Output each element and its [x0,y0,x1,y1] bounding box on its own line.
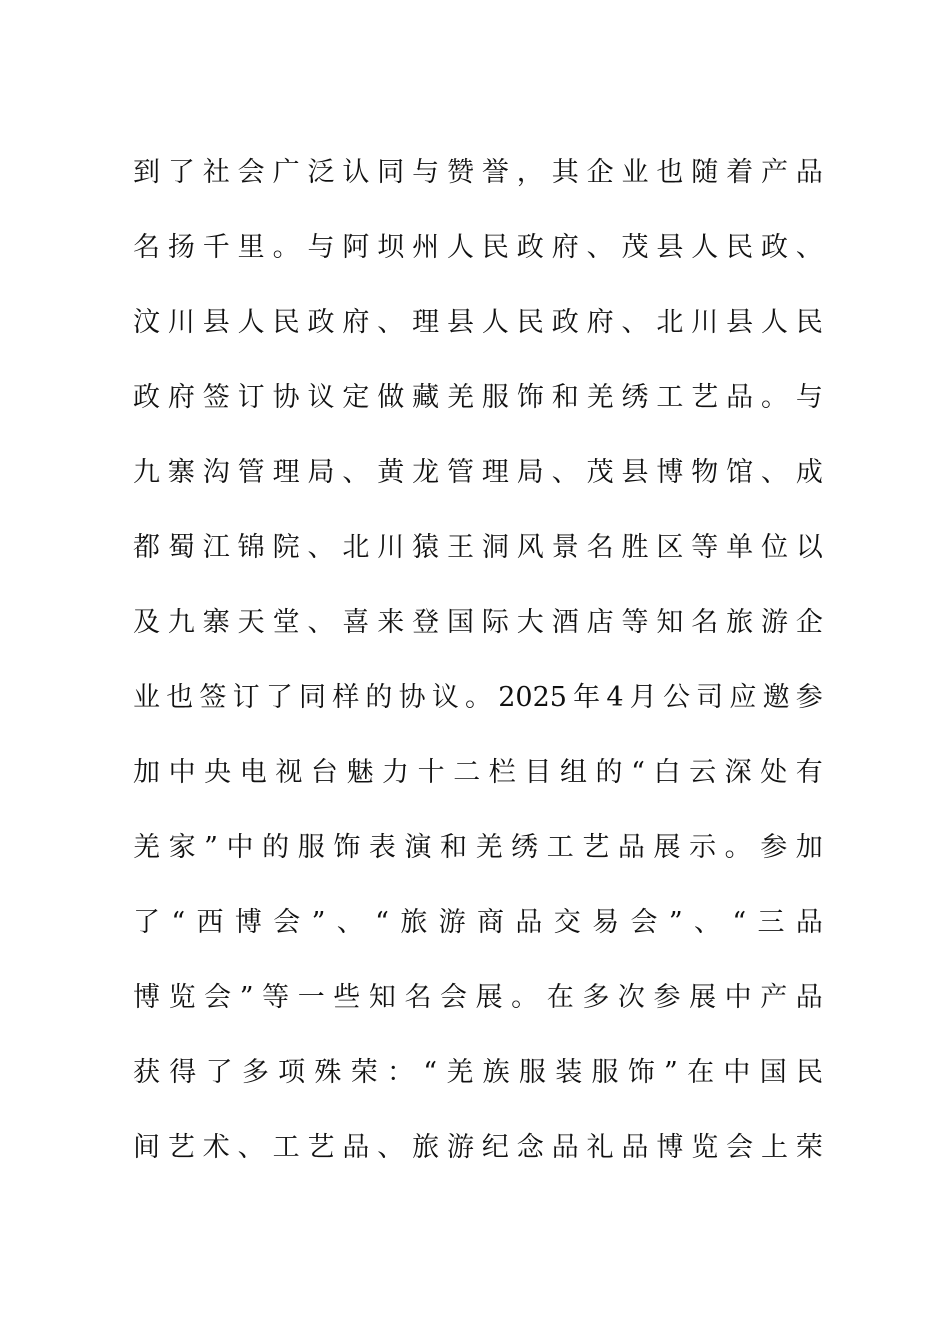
text-glyph: 的 [365,682,393,713]
text-glyph: 。 [724,832,752,863]
text-glyph: 、 [377,1132,405,1163]
text-glyph: 获 [133,1057,160,1088]
text-glyph: 政 [307,307,335,338]
text-glyph: 邀 [762,682,790,713]
text-glyph: 4 [606,682,624,713]
text-glyph: 旅 [400,907,428,938]
text-glyph: 登 [412,607,440,638]
text-glyph: 局 [307,457,335,488]
text-glyph: 工 [546,832,574,863]
text-glyph: 组 [559,757,587,788]
text-glyph: 同 [299,682,327,713]
text-glyph: 深 [724,757,752,788]
text-glyph: 县 [656,232,684,263]
text-glyph: 、 [237,1132,265,1163]
text-glyph: 览 [691,1132,719,1163]
text-glyph: 藏 [412,382,440,413]
text-glyph: 大 [516,607,544,638]
text-glyph: 景 [551,532,579,563]
text-glyph: 二 [453,757,481,788]
text-glyph: 展 [689,982,717,1013]
text-glyph: 业 [133,682,160,713]
text-glyph: 国 [447,607,475,638]
text-glyph: 坝 [377,232,405,263]
text-glyph: 羌 [475,832,503,863]
text-glyph: 工 [656,382,684,413]
text-glyph: 族 [482,1057,510,1088]
text-glyph: 和 [551,382,579,413]
text-glyph: 、 [586,232,614,263]
text-glyph: 民 [726,232,754,263]
text-glyph: 有 [795,757,823,788]
text-glyph: 绣 [621,382,649,413]
text-glyph: 目 [524,757,552,788]
text-glyph: 礼 [586,1132,614,1163]
text-glyph: 府 [586,307,614,338]
text-glyph: 汶 [133,307,160,338]
text-glyph: 博 [656,457,684,488]
text-glyph: 了 [205,1057,233,1088]
text-glyph: 政 [516,232,544,263]
text-glyph: 酒 [551,607,579,638]
text-line [133,285,823,360]
text-glyph: 管 [237,457,265,488]
text-glyph: 云 [689,757,717,788]
text-glyph: 签 [199,682,227,713]
text-glyph: “ [732,907,747,938]
text-glyph: 参 [653,982,681,1013]
text-line [133,435,823,510]
text-glyph: 艺 [307,1132,335,1163]
text-glyph: ” [664,1057,678,1088]
text-glyph: 人 [237,307,265,338]
text-line [133,585,823,660]
text-glyph: 服 [297,832,325,863]
text-glyph: 府 [551,232,579,263]
text-glyph: 品 [726,382,754,413]
text-glyph: 易 [592,907,620,938]
text-glyph: 、 [342,457,370,488]
text-glyph: 处 [760,757,788,788]
text-glyph: 品 [342,1132,370,1163]
body-text [133,135,823,1185]
text-glyph: 。 [511,982,539,1013]
text-glyph: 台 [310,757,338,788]
text-glyph: “ [631,757,645,788]
text-glyph: 三 [757,907,785,938]
text-glyph: 饰 [333,832,361,863]
text-line [133,1035,823,1110]
text-glyph: 艺 [691,382,719,413]
text-glyph: 羌 [586,382,614,413]
text-line [133,735,823,810]
text-glyph: 到 [133,157,160,188]
text-glyph: 国 [759,1057,787,1088]
text-glyph: 游 [438,907,466,938]
text-glyph: 物 [691,457,719,488]
text-line [133,810,823,885]
text-glyph: 殊 [314,1057,342,1088]
text-glyph: 会 [273,907,301,938]
text-line [133,360,823,435]
text-glyph: 装 [555,1057,583,1088]
text-glyph: “ [423,1057,438,1088]
text-glyph: ” [239,982,254,1013]
text-glyph: 白 [653,757,681,788]
text-glyph: 品 [617,832,645,863]
text-glyph: 家 [168,832,196,863]
text-glyph: 茂 [621,232,649,263]
text-glyph: 一 [297,982,325,1013]
text-glyph: 和 [440,832,468,863]
text-glyph: 游 [447,1132,475,1163]
text-glyph: 广 [272,157,300,188]
text-glyph: 知 [656,607,684,638]
text-glyph: 上 [761,1132,789,1163]
text-glyph: 博 [234,907,262,938]
text-glyph: 人 [481,307,509,338]
text-glyph: 位 [761,532,789,563]
text-glyph: 也 [656,157,684,188]
text-glyph: 王 [447,532,475,563]
text-glyph: 饰 [627,1057,655,1088]
text-glyph: 、 [307,532,335,563]
text-glyph: 订 [237,382,265,413]
text-glyph: 局 [516,457,544,488]
text-glyph: 游 [761,607,789,638]
text-glyph: 名 [586,532,614,563]
text-glyph: 电 [239,757,267,788]
text-glyph: 赞 [447,157,475,188]
text-glyph: 交 [553,907,581,938]
text-glyph: 服 [591,1057,619,1088]
text-glyph: 管 [447,457,475,488]
text-glyph: 示 [689,832,717,863]
text-glyph: 演 [404,832,432,863]
text-glyph: 州 [412,232,440,263]
text-glyph: 订 [232,682,260,713]
text-glyph: 沟 [202,457,230,488]
text-glyph: 馆 [726,457,754,488]
text-glyph: 九 [167,607,195,638]
text-glyph: 多 [241,1057,269,1088]
text-glyph: 九 [133,457,160,488]
text-glyph: 里 [237,232,265,263]
text-glyph: 蜀 [167,532,195,563]
text-glyph: 认 [342,157,370,188]
text-glyph: 江 [202,532,230,563]
text-glyph: 、 [551,457,579,488]
text-glyph: 理 [272,457,300,488]
text-glyph: 寨 [202,607,230,638]
text-glyph: 风 [516,532,544,563]
text-glyph: 人 [761,307,789,338]
text-glyph: 力 [382,757,410,788]
text-glyph: 及 [133,607,160,638]
text-glyph: 与 [795,382,823,413]
text-glyph: 。 [272,232,300,263]
text-glyph: 会 [630,907,658,938]
text-glyph: 服 [518,1057,546,1088]
text-glyph: 誉 [481,157,509,188]
text-glyph: 店 [586,607,614,638]
text-glyph: 博 [656,1132,684,1163]
text-glyph: 茂 [586,457,614,488]
text-glyph: 县 [447,307,475,338]
text-glyph: 品 [795,907,823,938]
text-glyph: 业 [621,157,649,188]
text-glyph: 民 [272,307,300,338]
text-glyph: 县 [202,307,230,338]
text-glyph: 应 [729,682,757,713]
text-glyph: 等 [621,607,649,638]
text-glyph: 猿 [412,532,440,563]
text-glyph: ” [204,832,218,863]
text-glyph: 术 [202,1132,230,1163]
text-glyph: ” [668,907,683,938]
text-line [133,510,823,585]
text-glyph: 泛 [307,157,335,188]
text-glyph: 品 [621,1132,649,1163]
text-glyph: 政 [551,307,579,338]
text-glyph: 的 [595,757,623,788]
text-glyph: 也 [166,682,194,713]
text-glyph: 寨 [167,457,195,488]
text-glyph: 了 [265,682,293,713]
text-glyph: 民 [795,1057,823,1088]
text-glyph: 同 [377,157,405,188]
text-glyph: 阿 [342,232,370,263]
text-glyph: 中 [168,757,196,788]
text-glyph: 会 [237,157,265,188]
text-glyph: 、 [621,307,649,338]
text-glyph: 的 [262,832,290,863]
text-glyph: 、 [377,307,405,338]
text-glyph: 、 [795,232,823,263]
text-glyph: 样 [332,682,360,713]
text-line [133,885,823,960]
text-glyph: 纪 [481,1132,509,1163]
text-glyph: 县 [726,307,754,338]
text-glyph: 博 [133,982,160,1013]
text-glyph: 间 [133,1132,160,1163]
text-glyph: 北 [342,532,370,563]
text-glyph: 多 [582,982,610,1013]
text-glyph: 企 [586,157,614,188]
text-glyph: 龙 [412,457,440,488]
text-glyph: 羌 [446,1057,474,1088]
text-glyph: 会 [204,982,232,1013]
text-glyph: 年 [573,682,601,713]
text-glyph: 川 [691,307,719,338]
text-glyph: 览 [168,982,196,1013]
text-glyph: ： [386,1057,414,1088]
text-glyph: “ [375,907,389,938]
text-glyph: 展 [475,982,503,1013]
text-glyph: 成 [795,457,823,488]
text-glyph: 府 [342,307,370,338]
text-glyph: 中 [723,1057,751,1088]
text-glyph: 品 [795,157,823,188]
text-glyph: 旅 [726,607,754,638]
text-glyph: 、 [307,607,335,638]
text-glyph: 荣 [795,1132,823,1163]
text-line [133,660,823,735]
text-glyph: 着 [726,157,754,188]
text-glyph: 了 [167,157,195,188]
text-glyph: 栏 [488,757,516,788]
text-glyph: 些 [333,982,361,1013]
text-glyph: 羌 [447,382,475,413]
text-glyph: 单 [726,532,754,563]
text-glyph: 以 [795,532,823,563]
text-glyph: 品 [515,907,543,938]
text-glyph: 月 [629,682,657,713]
text-glyph: 政 [133,382,160,413]
text-glyph: 荣 [350,1057,378,1088]
text-glyph: 做 [377,382,405,413]
text-glyph: 黄 [377,457,405,488]
text-glyph: 理 [412,307,440,338]
text-glyph: 民 [516,307,544,338]
text-glyph: 扬 [167,232,195,263]
text-glyph: 品 [551,1132,579,1163]
text-glyph: 视 [275,757,303,788]
text-glyph: 中 [226,832,254,863]
text-glyph: 魅 [346,757,374,788]
text-glyph: 西 [196,907,224,938]
text-glyph: 随 [691,157,719,188]
text-glyph: 议 [307,382,335,413]
text-glyph: 名 [691,607,719,638]
text-glyph: 社 [202,157,230,188]
text-glyph: 川 [167,307,195,338]
text-glyph: 服 [481,382,509,413]
text-glyph: 。 [465,682,493,713]
text-glyph: 展 [653,832,681,863]
text-glyph: 府 [167,382,195,413]
text-glyph: 签 [202,382,230,413]
text-glyph: 定 [342,382,370,413]
text-glyph: 院 [272,532,300,563]
text-glyph: 商 [477,907,505,938]
text-glyph: ， [516,157,544,188]
text-line [133,135,823,210]
text-glyph: 、 [336,907,364,938]
text-glyph: 千 [202,232,230,263]
text-glyph: 加 [795,832,823,863]
text-glyph: 司 [696,682,724,713]
text-glyph: 艺 [167,1132,195,1163]
text-glyph: 喜 [342,607,370,638]
text-line [133,960,823,1035]
text-glyph: 政 [761,232,789,263]
text-glyph: 协 [398,682,426,713]
text-glyph: 央 [204,757,232,788]
text-glyph: 胜 [621,532,649,563]
text-glyph: 都 [133,532,160,563]
text-glyph: 2025 [498,682,567,713]
text-glyph: 锦 [237,532,265,563]
text-glyph: 饰 [516,382,544,413]
text-glyph: 区 [656,532,684,563]
text-glyph: 绣 [511,832,539,863]
text-glyph: 与 [307,232,335,263]
text-glyph: 天 [237,607,265,638]
text-glyph: 堂 [272,607,300,638]
text-glyph: 加 [133,757,160,788]
text-glyph: 会 [726,1132,754,1163]
text-glyph: 得 [169,1057,197,1088]
text-glyph: 知 [368,982,396,1013]
text-glyph: 十 [417,757,445,788]
text-glyph: 项 [278,1057,306,1088]
text-glyph: 旅 [412,1132,440,1163]
text-glyph: 人 [691,232,719,263]
text-glyph: 产 [760,982,788,1013]
text-glyph: 羌 [133,832,160,863]
text-glyph: 等 [691,532,719,563]
text-glyph: 在 [546,982,574,1013]
text-glyph: 县 [621,457,649,488]
text-glyph: 了 [133,907,160,938]
text-glyph: 次 [617,982,645,1013]
text-glyph: 民 [481,232,509,263]
text-line [133,1110,823,1185]
text-line [133,210,823,285]
text-glyph: 参 [760,832,788,863]
text-glyph: 参 [795,682,823,713]
text-glyph: 议 [431,682,459,713]
text-glyph: 会 [440,982,468,1013]
text-glyph: 际 [481,607,509,638]
text-glyph: 中 [724,982,752,1013]
text-glyph: 、 [761,457,789,488]
text-glyph: 念 [516,1132,544,1163]
text-glyph: 川 [377,532,405,563]
text-glyph: 名 [404,982,432,1013]
text-glyph: ” [311,907,326,938]
text-glyph: 产 [761,157,789,188]
text-glyph: 品 [795,982,823,1013]
text-glyph: 与 [412,157,440,188]
text-glyph: 民 [795,307,823,338]
text-glyph: 人 [447,232,475,263]
text-glyph: 公 [662,682,690,713]
text-glyph: 洞 [481,532,509,563]
text-glyph: 企 [795,607,823,638]
text-glyph: 等 [262,982,290,1013]
text-glyph: 理 [481,457,509,488]
text-glyph: 工 [272,1132,300,1163]
text-glyph: 艺 [582,832,610,863]
text-glyph: 在 [687,1057,715,1088]
text-glyph: “ [171,907,186,938]
text-glyph: 协 [272,382,300,413]
text-glyph: 其 [551,157,579,188]
text-glyph: 名 [133,232,160,263]
text-glyph: 表 [368,832,396,863]
text-glyph: 、 [694,907,721,938]
text-glyph: 北 [656,307,684,338]
text-glyph: 。 [761,382,789,413]
text-glyph: 来 [377,607,405,638]
